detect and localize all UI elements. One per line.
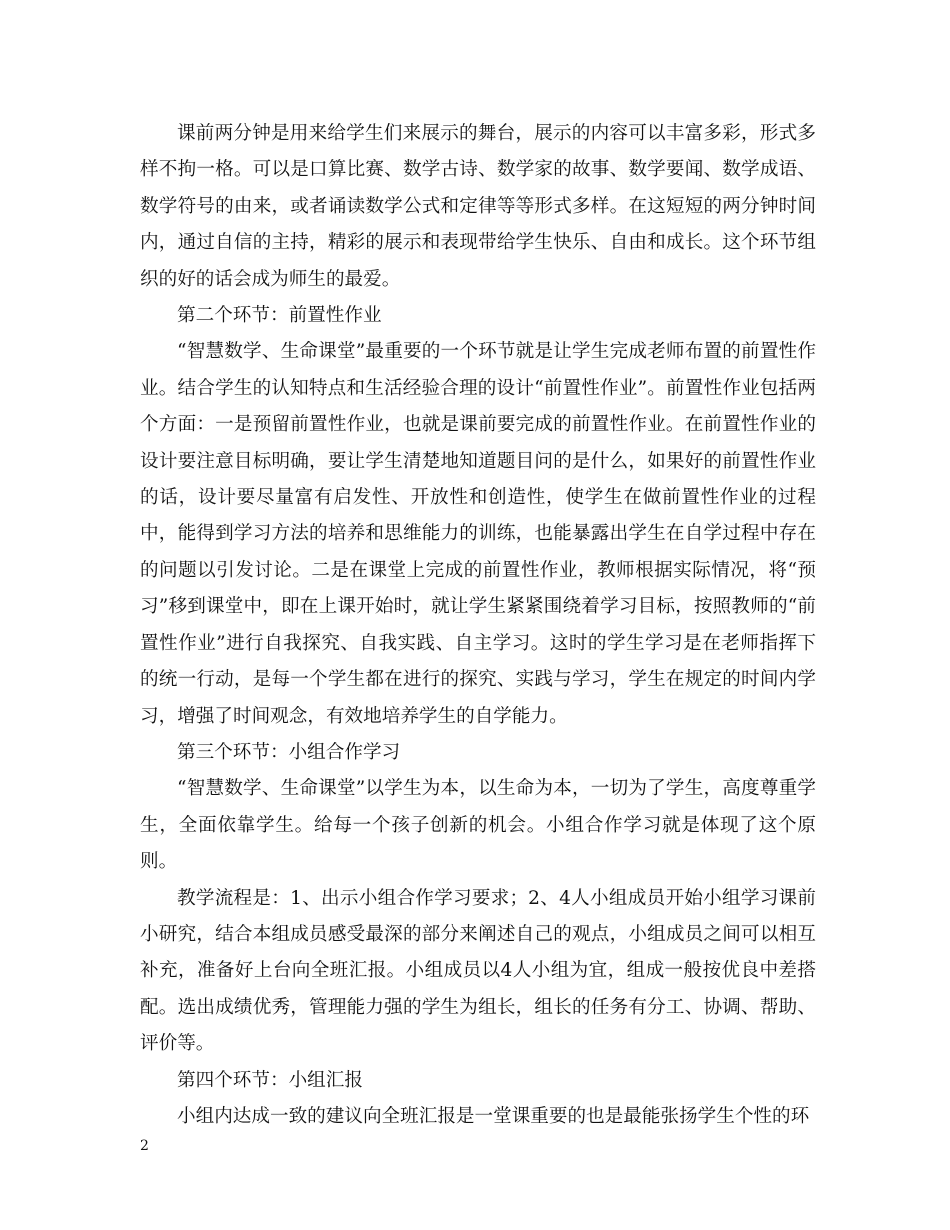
- page-number: 2: [140, 1138, 149, 1154]
- document-body: [140, 116, 816, 1135]
- paragraph-intro: 课前两分钟是用来给学生们来展示的舞台，展示的内容可以丰富多彩，形式多样不拘一格。可以是口算比赛、数学古诗、数学家的故事、数学要闻、数学成语、数学符号的由来，或者诵读数学公式和定律等等形式多样。在这短短的两分钟时间内，通过自信的主持，精彩的展示和表现带给学生快乐、自由和成长。这个环节组织的好的话会成为师生的最爱。: [140, 123, 816, 290]
- section-heading-2: 第二个环节：前置性作业: [177, 305, 382, 327]
- section-heading-3: 第三个环节：小组合作学习: [177, 741, 401, 763]
- paragraph-group-report: 小组内达成一致的建议向全班汇报是一堂课重要的也是最能张扬学生个性的环: [177, 1105, 810, 1127]
- paragraph-preview-homework: “智慧数学、生命课堂”最重要的一个环节就是让学生完成老师布置的前置性作业。结合学生的认知特点和生活经验合理的设计“前置性作业”。前置性作业包括两个方面：一是预留前置性作业，也就是课前要完成的前置性作业。在前置性作业的设计要注意目标明确，要让学生清楚地知道题目问的是什么，如果好的前置性作业的话，设计要尽量富有启发性、开放性和创造性，使学生在做前置性作业的过程中，能得到学习方法的培养和思维能力的训练，也能暴露出学生在自学过程中存在的问题以引发讨论。二是在课堂上完成的前置性作业，教师根据实际情况，将“预习”移到课堂中，即在上课开始时，就让学生紧紧围绕着学习目标，按照教师的“前置性作业”进行自我探究、自我实践、自主学习。这时的学生学习是在老师指挥下的统一行动，是每一个学生都在进行的探究、实践与学习，学生在规定的时间内学习，增强了时间观念，有效地培养学生的自学能力。: [140, 341, 816, 727]
- section-heading-4: 第四个环节：小组汇报: [177, 1069, 363, 1091]
- paragraph-teaching-process: 教学流程是：1、出示小组合作学习要求；2、4人小组成员开始小组学习课前小研究，结合本组成员感受最深的部分来阐述自己的观点，小组成员之间可以相互补充，准备好上台向全班汇报。小组成员以4人小组为宜，组成一般按优良中差搭配。选出成绩优秀，管理能力强的学生为组长，组长的任务有分工、协调、帮助、评价等。: [140, 887, 816, 1055]
- paragraph-group-study: “智慧数学、生命课堂”以学生为本，以生命为本，一切为了学生，高度尊重学生，全面依靠学生。给每一个孩子创新的机会。小组合作学习就是体现了这个原则。: [140, 778, 816, 873]
